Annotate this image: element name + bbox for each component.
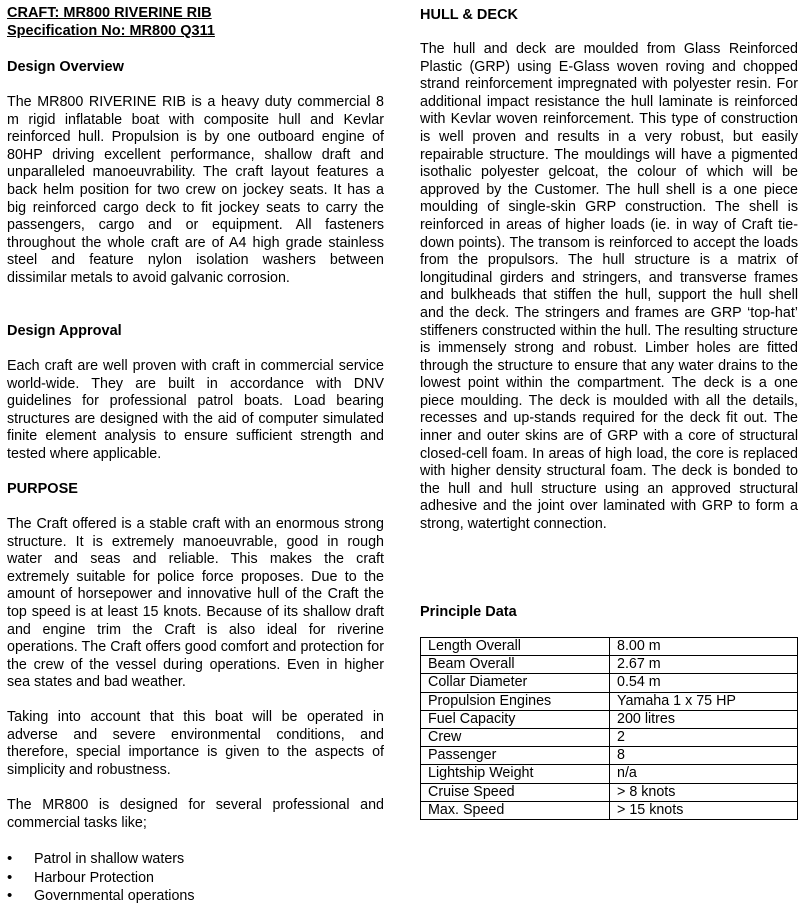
list-item: • Patrol in shallow waters [7, 850, 195, 869]
purpose-paragraph-2: Taking into account that this boat will be operated in adverse and severe environmental conditions, and therefore, special importance is given to the aspects of simplicity and robustness. [7, 709, 384, 778]
document-title [7, 5, 215, 40]
purpose-paragraph-3: The MR800 is designed for several professional and commercial tasks like; [7, 797, 384, 831]
table-row [421, 783, 798, 801]
spec-label: Fuel Capacity [421, 710, 610, 728]
list-item: • Governmental operations [7, 887, 195, 906]
purpose-heading: PURPOSE [7, 481, 78, 497]
spec-label: Cruise Speed [421, 783, 610, 801]
spec-value: 2.67 m [610, 656, 798, 674]
spec-label: Length Overall [421, 638, 610, 656]
table-row [421, 747, 798, 765]
table-row [421, 765, 798, 783]
specification-number: Specification No: MR800 Q311 [7, 22, 215, 39]
tasks-list [7, 850, 195, 906]
spec-label: Max. Speed [421, 801, 610, 819]
spec-value: 200 litres [610, 710, 798, 728]
spec-value: 8 [610, 747, 798, 765]
design-approval-heading: Design Approval [7, 323, 122, 339]
table-row [421, 638, 798, 656]
design-overview-heading: Design Overview [7, 59, 124, 75]
table-row [421, 710, 798, 728]
table-row [421, 656, 798, 674]
principle-data-heading: Principle Data [420, 604, 517, 620]
craft-name: CRAFT: MR800 RIVERINE RIB [7, 5, 212, 21]
design-overview-text: The MR800 RIVERINE RIB is a heavy duty commercial 8 m rigid inflatable boat with composite hull and Kevlar reinforced hull. Propulsion is by one outboard engine of 80HP driving excellent performance, shallow draft and unparalleled manoeuvrability. The craft layout features a back helm position for two crew on jockey seats. It has a big reinforced cargo deck to fit jockey seats to carry the passengers, cargo and or equipment. All fasteners throughout the whole craft are of A4 high grade stainless steel and feature nylon isolation washers between dissimilar metals to avoid galvanic corrosion. [7, 94, 384, 286]
spec-label: Beam Overall [421, 656, 610, 674]
spec-value: Yamaha 1 x 75 HP [610, 692, 798, 710]
hull-deck-text: The hull and deck are moulded from Glass Reinforced Plastic (GRP) using E-Glass woven roving and chopped strand reinforcement impregnated with polyester resin. For additional impact resistance the hull laminate is reinforced with Kevlar woven reinforcement. This type of construction is well proven and results in a very robust, but easily repairable structure. The mouldings will have a pigmented isothalic polyester gelcoat, the colour of which will be approved by the Customer. The hull shell is a one piece moulding of single-skin GRP construction. The shell is reinforced in areas of higher loads (ie. in way of Craft tie-down points). The transom is reinforced to accept the loads from the propulsors. The hull structure is a matrix of longitudinal girders and stringers, and transverse frames and bulkheads that stiffen the hull, support the hull shell and the deck. The stringers and frames are GRP ‘top-hat’ stiffeners constructed within the hull. The resulting structure is immensely strong and robust. Limber holes are fitted through the structure to ensure that any water drains to the lowest point within the compartment. The deck is a one piece moulding. The deck is moulded with all the details, recesses and up-stands required for the deck fit out. The inner and outer skins are of GRP with a core of structural closed-cell foam. In areas of high load, the core is replaced with higher density structural foam. The deck is bonded to the hull and hull structure using an approved structural adhesive and the joint over laminated with GRP to form a strong, watertight connection. [420, 41, 798, 533]
spec-label: Passenger [421, 747, 610, 765]
design-approval-text: Each craft are well proven with craft in commercial service world-wide. They are built in accordance with DNV guidelines for professional patrol boats. Load bearing structures are designed with the aid of computer simulated finite element analysis to ensure sufficient strength and tested where applicable. [7, 358, 384, 462]
spec-label: Lightship Weight [421, 765, 610, 783]
purpose-paragraph-1: The Craft offered is a stable craft with an enormous strong structure. It is extremely manoeuvrable, good in rough water and seas and reliable. This makes the craft extremely suitable for police force proposes. Due to the amount of horsepower and innovative hull of the Craft the top speed is at least 15 knots. Because of its shallow draft and engine trim the Craft is also ideal for riverine operations. The Craft offers good comfort and protection for the crew of the vessel during operations. Even in higher sea states and bad weather. [7, 516, 384, 691]
principle-data-table [420, 637, 798, 820]
spec-value: n/a [610, 765, 798, 783]
table-row [421, 692, 798, 710]
list-item: • Harbour Protection [7, 869, 195, 888]
spec-label: Collar Diameter [421, 674, 610, 692]
spec-value: 2 [610, 728, 798, 746]
spec-value: 0.54 m [610, 674, 798, 692]
spec-value: > 15 knots [610, 801, 798, 819]
spec-label: Crew [421, 728, 610, 746]
spec-value: 8.00 m [610, 638, 798, 656]
table-row [421, 728, 798, 746]
spec-label: Propulsion Engines [421, 692, 610, 710]
table-row [421, 801, 798, 819]
table-row [421, 674, 798, 692]
spec-value: > 8 knots [610, 783, 798, 801]
hull-deck-heading: HULL & DECK [420, 7, 519, 23]
